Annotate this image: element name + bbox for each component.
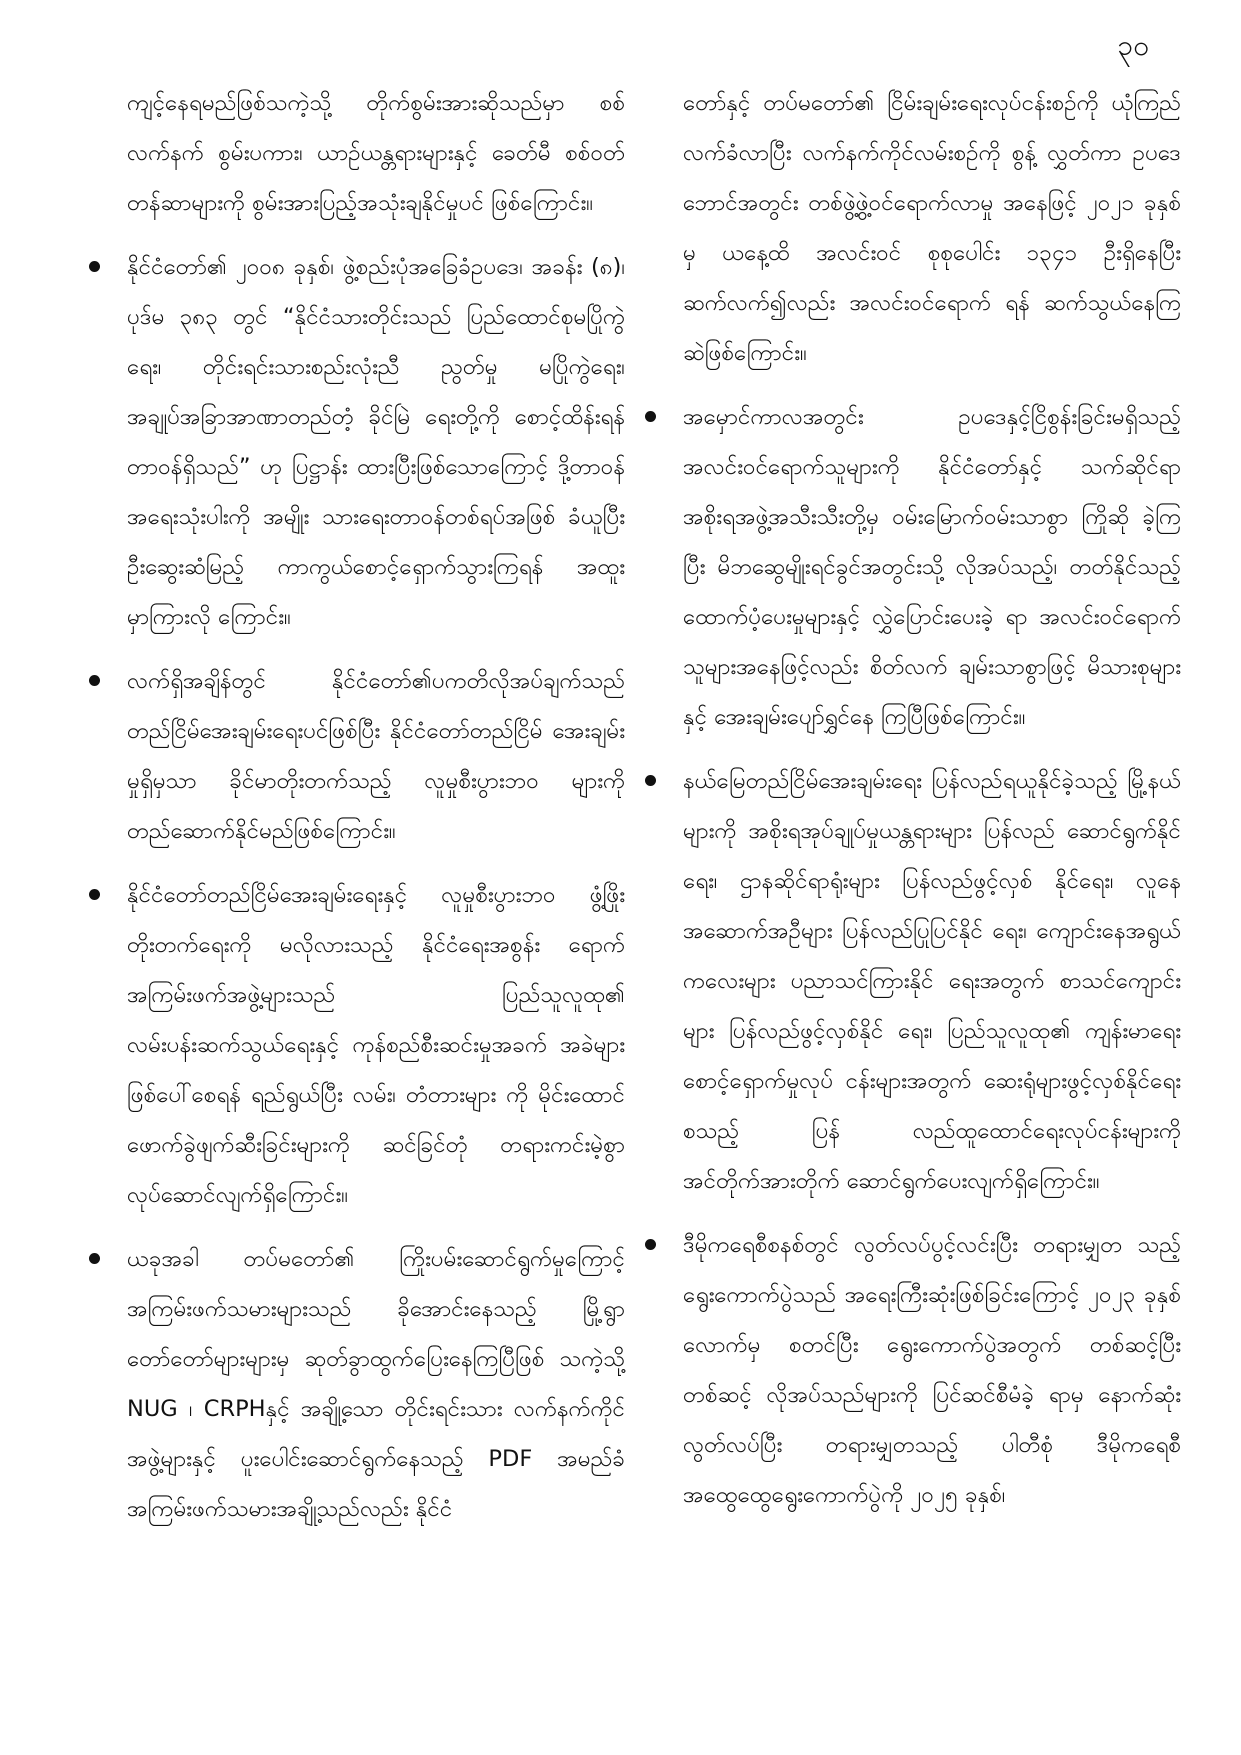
list-item-text: အမှောင်ကာလအတွင်း ဥပဒေနှင့်ငြိစွန်းခြင်းမရှိသည့် အလင်းဝင်ရောက်သူများကို နိုင်ငံတော်နှင့် သက်ဆိုင်ရာ အစိုးရအဖွဲ့အသီးသီးတို့မှ ဝမ်းမြောက်ဝမ်းသာစွာ ကြိုဆို ခဲ့ကြပြီး မိဘဆွေမျိုးရင်ခွင်အတွင်းသို့ လိုအပ်သည့်၊ တတ်နိုင်သည့် ထောက်ပံ့ပေးမှုများနှင့် လွှဲပြောင်းပေးခဲ့ ရာ အလင်းဝင်ရောက်သူများအနေဖြင့်လည်း စိတ်လက် ချမ်းသာစွာဖြင့် မိသားစုများနှင့် အေးချမ်းပျော်ရွှင်နေ ကြပြီဖြစ်ကြောင်း။ xyxy=(683,404,1181,730)
list-item-text: လက်ရှိအချိန်တွင် နိုင်ငံတော်၏ပကတိလိုအပ်ချက်သည် တည်ငြိမ်အေးချမ်းရေးပင်ဖြစ်ပြီး နိုင်ငံတော်တည်ငြိမ် အေးချမ်းမှုရှိမှသာ ခိုင်မာတိုးတက်သည့် လူမှုစီးပွားဘဝ များကို တည်ဆောက်နိုင်မည်ဖြစ်ကြောင်း။ xyxy=(127,668,625,844)
list-item xyxy=(683,1220,1181,1520)
list-item xyxy=(127,1234,625,1534)
bullet-icon xyxy=(89,675,100,686)
list-item-text: ဒီမိုကရေစီစနစ်တွင် လွတ်လပ်ပွင့်လင်းပြီး တရားမျှတ သည့် ရွေးကောက်ပွဲသည် အရေးကြီးဆုံးဖြစ်ခြင်းကြောင့် ၂၀၂၃ ခုနှစ်လောက်မှ စတင်ပြီး ရွေးကောက်ပွဲအတွက် တစ်ဆင့်ပြီးတစ်ဆင့် လိုအပ်သည်များကို ပြင်ဆင်စီမံခဲ့ ရာမှ နောက်ဆုံးလွတ်လပ်ပြီး တရားမျှတသည့် ပါတီစုံ ဒီမိုကရေစီအထွေထွေရွေးကောက်ပွဲကို ၂၀၂၅ ခုနှစ်၊ xyxy=(683,1232,1181,1508)
bullet-icon xyxy=(89,1253,100,1264)
right-column xyxy=(683,78,1181,1520)
list-item xyxy=(127,242,625,642)
page-number: ၃၀ xyxy=(1117,29,1149,62)
bullet-icon xyxy=(645,775,656,786)
list-item xyxy=(683,756,1181,1206)
list-item-text: ယခုအခါ တပ်မတော်၏ ကြိုးပမ်းဆောင်ရွက်မှုကြောင့် အကြမ်းဖက်သမားများသည် ခိုအောင်းနေသည့် မြို့ရွာ တော်တော်များများမှ ဆုတ်ခွာထွက်ပြေးနေကြပြီဖြစ် သကဲ့သို့ NUG ၊ CRPHနှင့် အချို့သော တိုင်းရင်းသား လက်နက်ကိုင်အဖွဲ့များနှင့် ပူးပေါင်းဆောင်ရွက်နေသည့် PDF အမည်ခံအကြမ်းဖက်သမားအချို့သည်လည်း နိုင်ငံ xyxy=(127,1246,625,1522)
list-item-text: နိုင်ငံတော်တည်ငြိမ်အေးချမ်းရေးနှင့် လူမှုစီးပွားဘဝ ဖွံ့ဖြိုးတိုးတက်ရေးကို မလိုလားသည့် နိုင်ငံရေးအစွန်း ရောက် အကြမ်းဖက်အဖွဲ့များသည် ပြည်သူလူထု၏ လမ်းပန်းဆက်သွယ်ရေးနှင့် ကုန်စည်စီးဆင်းမှုအခက် အခဲများဖြစ်ပေါ်စေရန် ရည်ရွယ်ပြီး လမ်း၊ တံတားများ ကို မိုင်းထောင်ဖောက်ခွဲဖျက်ဆီးခြင်းများကို ဆင်ခြင်တုံ တရားကင်းမဲ့စွာ လုပ်ဆောင်လျက်ရှိကြောင်း။ xyxy=(127,882,625,1208)
list-item xyxy=(127,656,625,856)
right-intro-paragraph: တော်နှင့် တပ်မတော်၏ ငြိမ်းချမ်းရေးလုပ်ငန်းစဉ်ကို ယုံကြည်လက်ခံလာပြီး လက်နက်ကိုင်လမ်းစဉ်ကို စွန့် လွှတ်ကာ ဥပဒေဘောင်အတွင်း တစ်ဖွဲ့ဖွဲ့ဝင်ရောက်လာမှု အနေဖြင့် ၂၀၂၁ ခုနှစ်မှ ယနေ့ထိ အလင်းဝင် စုစုပေါင်း ၁၃၄၁ ဦးရှိနေပြီး ဆက်လက်၍လည်း အလင်းဝင်ရောက် ရန် ဆက်သွယ်နေကြဆဲဖြစ်ကြောင်း။ xyxy=(683,90,1181,366)
bullet-icon xyxy=(645,411,656,422)
list-item-text: နိုင်ငံတော်၏ ၂၀၀၈ ခုနှစ်၊ ဖွဲ့စည်းပုံအခြေခံဥပဒေ၊ အခန်း (၈)၊ ပုဒ်မ ၃၈၃ တွင် “နိုင်ငံသားတိုင်းသည် ပြည်ထောင်စုမပြိုကွဲရေး၊ တိုင်းရင်းသားစည်းလုံးညီ ညွတ်မှု မပြိုကွဲရေး၊ အချုပ်အခြာအာဏာတည်တံ့ ခိုင်မြဲ ရေးတို့ကို စောင့်ထိန်းရန် တာဝန်ရှိသည်” ဟု ပြဋ္ဌာန်း ထားပြီးဖြစ်သောကြောင့် ဒို့တာဝန်အရေးသုံးပါးကို အမျိုး သားရေးတာဝန်တစ်ရပ်အဖြစ် ခံယူပြီး ဦးဆွေးဆံမြည့် ကာကွယ်စောင့်ရှောက်သွားကြရန် အထူးမှာကြားလို ကြောင်း။ xyxy=(127,254,625,630)
bullet-icon xyxy=(89,261,100,272)
bullet-icon xyxy=(89,889,100,900)
list-item-text: နယ်မြေတည်ငြိမ်အေးချမ်းရေး ပြန်လည်ရယူနိုင်ခဲ့သည့် မြို့နယ်များကို အစိုးရအုပ်ချုပ်မှုယန္တရားများ ပြန်လည် ဆောင်ရွက်နိုင်ရေး၊ ဌာနဆိုင်ရာရုံးများ ပြန်လည်ဖွင့်လှစ် နိုင်ရေး၊ လူနေအဆောက်အဦများ ပြန်လည်ပြုပြင်နိုင် ရေး၊ ကျောင်းနေအရွယ်ကလေးများ ပညာသင်ကြားနိုင် ရေးအတွက် စာသင်ကျောင်းများ ပြန်လည်ဖွင့်လှစ်နိုင် ရေး၊ ပြည်သူလူထု၏ ကျန်းမာရေးစောင့်ရှောက်မှုလုပ် ငန်းများအတွက် ဆေးရုံများဖွင့်လှစ်နိုင်ရေးစသည့် ပြန် လည်ထူထောင်ရေးလုပ်ငန်းများကို အင်တိုက်အားတိုက် ဆောင်ရွက်ပေးလျက်ရှိကြောင်း။ xyxy=(683,768,1181,1194)
bullet-icon xyxy=(645,1239,656,1250)
left-column xyxy=(127,78,625,1534)
list-item xyxy=(127,870,625,1220)
left-intro-paragraph: ကျင့်နေရမည်ဖြစ်သကဲ့သို့ တိုက်စွမ်းအားဆိုသည်မှာ စစ်လက်နက် စွမ်းပကား၊ ယာဉ်ယန္တရားများနှင့် ခေတ်မီ စစ်ဝတ်တန်ဆာများကို စွမ်းအားပြည့်အသုံးချနိုင်မှုပင် ဖြစ်ကြောင်း။ xyxy=(127,90,625,216)
list-item xyxy=(683,392,1181,742)
